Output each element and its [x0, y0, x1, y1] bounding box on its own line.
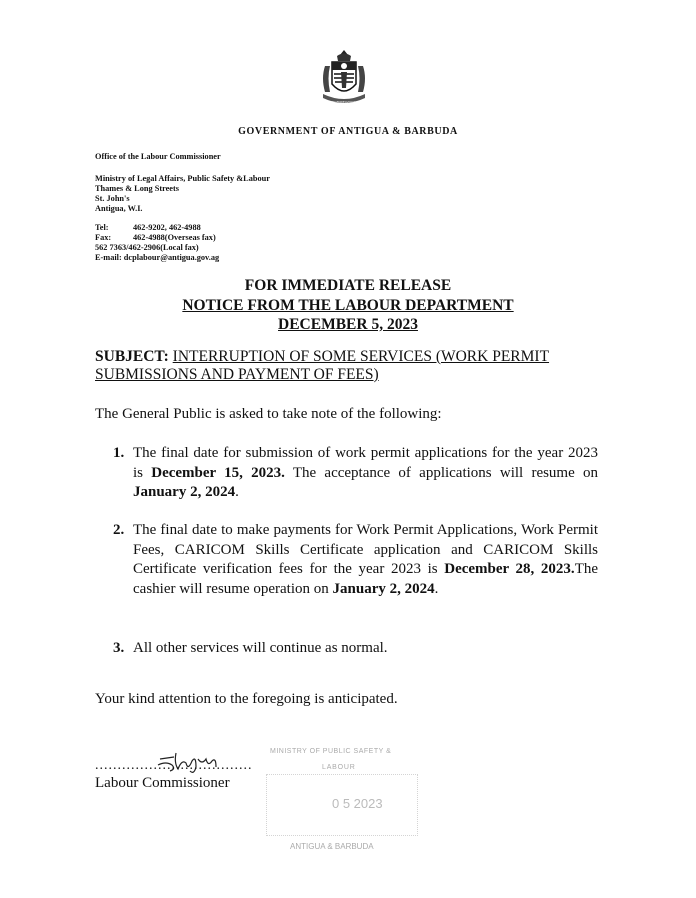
contact-block — [95, 223, 219, 263]
closing-paragraph: Your kind attention to the foregoing is anticipated. — [95, 691, 398, 707]
release-line: FOR IMMEDIATE RELEASE — [244, 277, 452, 294]
stamp-ministry: MINISTRY OF PUBLIC SAFETY & — [270, 748, 392, 755]
contact-label: Tel: — [95, 223, 109, 232]
coat-of-arms-emblem — [315, 48, 373, 110]
government-title: GOVERNMENT OF ANTIGUA & BARBUDA — [238, 126, 458, 137]
svg-text:EACH ENDEAVOURING: EACH ENDEAVOURING — [327, 100, 361, 104]
list-number: 3. — [113, 640, 125, 656]
contact-label: Fax: — [95, 233, 112, 242]
contact-row — [95, 243, 219, 253]
subject-text: INTERRUPTION OF SOME SERVICES (WORK PERMIT SUBMISSIONS AND PAYMENT OF FEES) — [95, 348, 550, 383]
contact-value: 462-4988(Overseas fax) — [133, 233, 216, 242]
contact-row — [95, 223, 219, 233]
intro-paragraph: The General Public is asked to take note of the following: — [95, 406, 442, 422]
contact-value: 462-9202, 462-4988 — [133, 223, 201, 232]
release-heading — [0, 276, 696, 335]
list-number: 2. — [113, 522, 125, 538]
address-line: Ministry of Legal Affairs, Public Safety &Labour — [95, 174, 270, 183]
subject-line — [95, 348, 615, 384]
contact-row — [95, 253, 219, 263]
list-item — [113, 444, 598, 503]
contact-value: E-mail: dcplabour@antigua.gov.ag — [95, 253, 220, 262]
list-item — [113, 521, 598, 599]
stamp-date: 0 5 2023 — [332, 796, 383, 811]
signer-title: Labour Commissioner — [95, 775, 230, 791]
address-line: Thames & Long Streets — [95, 184, 179, 193]
signature-line: ................................... — [95, 758, 253, 773]
contact-value: 562 7363/462-2906(Local fax) — [95, 243, 199, 252]
list-item-text: All other services will continue as normal. — [133, 640, 388, 656]
contact-row — [95, 233, 219, 243]
address-line: St. John's — [95, 194, 130, 203]
stamp-country: ANTIGUA & BARBUDA — [290, 842, 374, 851]
subject-label: SUBJECT: — [95, 348, 169, 365]
list-item-text: The final date for submission of work permit applications for the year 2023 is December 15, 2023. The acceptance of applications will resume on January 2, 2024. — [133, 445, 598, 500]
list-number: 1. — [113, 445, 125, 461]
list-item — [113, 639, 598, 659]
address-block — [95, 174, 270, 214]
address-line: Antigua, W.I. — [95, 204, 143, 213]
notice-date: DECEMBER 5, 2023 — [278, 316, 418, 333]
notice-title: NOTICE FROM THE LABOUR DEPARTMENT — [182, 296, 514, 314]
office-name: Office of the Labour Commissioner — [95, 152, 221, 161]
stamp-department: LABOUR — [322, 764, 356, 771]
official-stamp — [262, 742, 422, 862]
list-item-text: The final date to make payments for Work Permit Applications, Work Permit Fees, CARICOM Skills Certificate application and CARICOM Skills Certificate verification fees for the year 2023 is December 28, 2023.The cashier will resume operation on January 2, 2024. — [133, 522, 599, 597]
